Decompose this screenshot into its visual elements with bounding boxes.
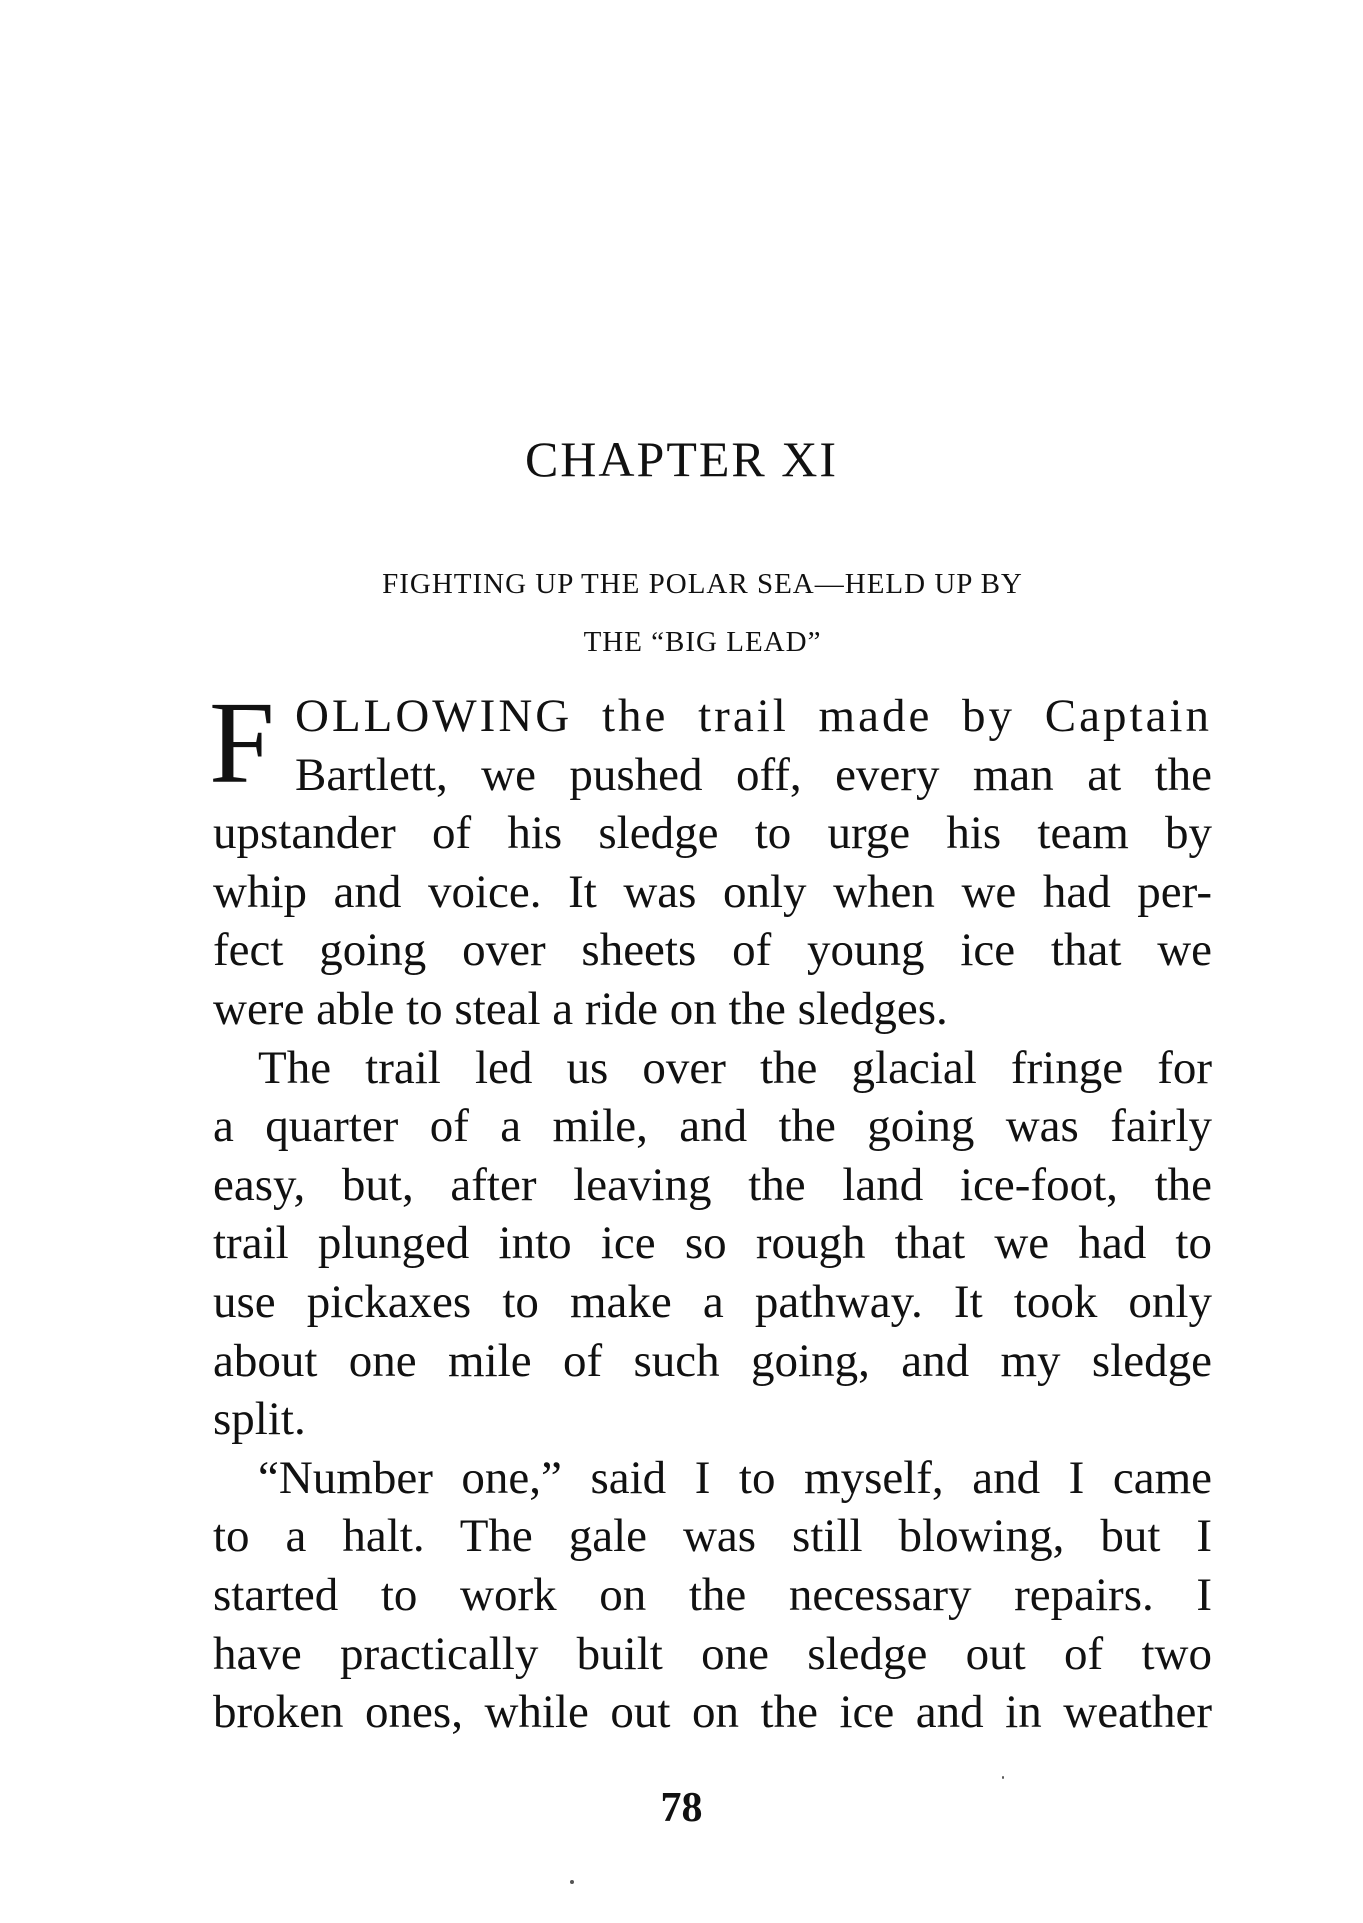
chapter-subtitle-line-1: FIGHTING UP THE POLAR SEA—HELD UP BY: [382, 568, 1023, 600]
text-line: split.: [213, 1393, 306, 1446]
page-number: 78: [660, 1785, 703, 1831]
chapter-subtitle-line-2: THE “BIG LEAD”: [583, 626, 822, 658]
text-line: fect going over sheets of young ice that we: [213, 924, 1212, 977]
body-text: [209, 677, 1212, 1742]
chapter-subtitle: [230, 555, 1175, 671]
text-line: were able to steal a ride on the sledges.: [213, 982, 948, 1035]
text-line: a quarter of a mile, and the going was fairly: [213, 1100, 1212, 1153]
text-line: broken ones, while out on the ice and in weather: [213, 1686, 1212, 1739]
text-line: started to work on the necessary repairs. I: [213, 1568, 1212, 1621]
text-line: Bartlett, we pushed off, every man at the: [295, 748, 1212, 801]
print-speck: [570, 1880, 574, 1884]
text-line: use pickaxes to make a pathway. It took only: [213, 1275, 1212, 1328]
text-line: “Number one,” said I to myself, and I came: [258, 1451, 1212, 1504]
print-speck: [1002, 1776, 1004, 1779]
text-line: whip and voice. It was only when we had per-: [213, 865, 1212, 918]
text-line: The trail led us over the glacial fringe for: [258, 1041, 1212, 1094]
drop-cap: F: [209, 677, 275, 808]
text-line: have practically built one sledge out of two: [213, 1627, 1212, 1680]
text-line: about one mile of such going, and my sledge: [213, 1334, 1212, 1387]
text-line: OLLOWING the trail made by Captain: [295, 690, 1212, 742]
text-line: trail plunged into ice so rough that we had to: [213, 1217, 1212, 1270]
text-line: upstander of his sledge to urge his team by: [213, 807, 1212, 860]
text-line: easy, but, after leaving the land ice-foot, the: [213, 1158, 1212, 1211]
chapter-title: CHAPTER XI: [524, 431, 839, 487]
text-line: to a halt. The gale was still blowing, but I: [213, 1510, 1212, 1563]
